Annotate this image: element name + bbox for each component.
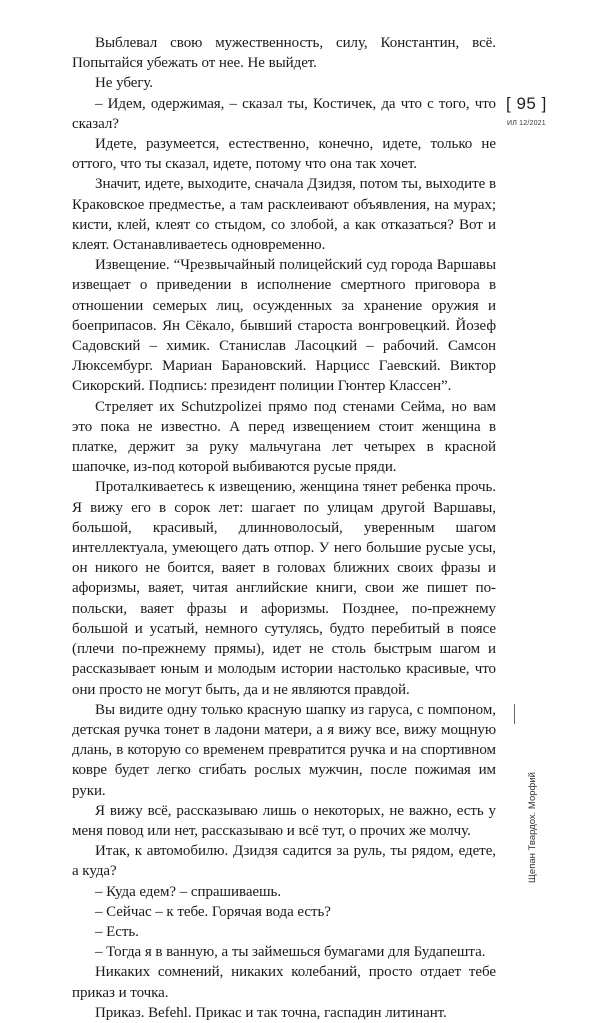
paragraph: Извещение. “Чрезвычайный полицейский суд города Варшавы извещает о приведении в исполнение смертного приговора в отношении семерых лиц, осужденных за хранение оружия и боеприпасов. Ян Сёкало, бывший староста вонгровецкий. Йозеф Садовский – химик. Станислав Ласоцкий – рабочий. Самсон Люксембург. Мариан Барановский. Нарцисс Гаевский. Виктор Сикорский. Подпись: президент полиции Гюнтер Классен”. [72,257,496,395]
body-text [72,33,496,1023]
paragraph: Я вижу всё, рассказываю лишь о некоторых, не важно, есть у меня повод или нет, рассказываю и всё тут, о прочих же молчу. [72,802,496,839]
paragraph: Идете, разумеется, естественно, конечно, идете, только не оттого, что ты сказал, идете, потому что она так хочет. [72,136,496,173]
paragraph: Стреляет их Schutzpolizei прямо под стенами Сейма, но вам это пока не известно. А перед извещением стоит женщина в платке, держит за руку мальчугана лет четырех в красной шапочке, из-под которой выбиваются русые пряди. [72,398,496,476]
paragraph: – Есть. [95,923,139,940]
paragraph: Выблевал свою мужественность, силу, Константин, всё. Попытайся убежать от нее. Не выйдет. [72,35,496,72]
paragraph: Приказ. Befehl. Прикас и так точна, гаспадин литинант. [95,1004,447,1021]
margin-divider [514,704,515,724]
paragraph: Проталкиваетесь к извещению, женщина тянет ребенка прочь. Я вижу его в сорок лет: шагает по улицам другой Варшавы, большой, красивый, длинноволосый, уверенным шагом интеллектуала, умеющего дать отпор. У него большие русые усы, он никого не боится, ваяет в головах ближних своих фразы и афоризмы, ваяет, читая английские книги, свои же пишет по-польски, ваяет фразы и афоризмы. Позднее, по-прежнему большой и усатый, немного сутулясь, будто перебитый в поясе (плечи по-прежнему прямы), идет не столь быстрым шагом и рассказывает юным и молодым истории настолько красивые, что они просто не могут быть, да и не являются правдой. [72,479,496,698]
paragraph: Вы видите одну только красную шапку из гаруса, с помпоном, детская ручка тонет в ладони матери, а я вижу все, вижу мощную длань, в которую со временем превратится ручка и на спортивном ковре будет легко сгибать рослых мужчин, после пожимая им руки. [72,701,496,799]
page-number: [ 95 ] [506,94,547,113]
paragraph: Значит, идете, выходите, сначала Дзидзя, потом ты, выходите в Краковское предместье, а там расклеивают объявления, на мурах; кисти, клей, клеят со стыдом, со злобой, а как отказаться? Вот и клеят. Останавливаетесь одновременно. [72,176,496,254]
paragraph: – Идем, одержимая, – сказал ты, Костичек, да что с того, что сказал? [72,95,496,132]
running-head: Щепан Твардох. Морфий [527,772,538,883]
paragraph: – Куда едем? – спрашиваешь. [95,883,282,900]
paragraph: – Тогда я в ванную, а ты займешься бумагами для Будапешта. [95,944,486,961]
paragraph: Не убегу. [95,75,154,92]
paragraph: – Сейчас – к тебе. Горячая вода есть? [95,903,331,920]
paragraph: Итак, к автомобилю. Дзидзя садится за руль, ты рядом, едете, а куда? [72,843,496,880]
issue-label: ИЛ 12/2021 [507,120,546,127]
paragraph: Никаких сомнений, никаких колебаний, просто отдает тебе приказ и точка. [72,964,496,1001]
